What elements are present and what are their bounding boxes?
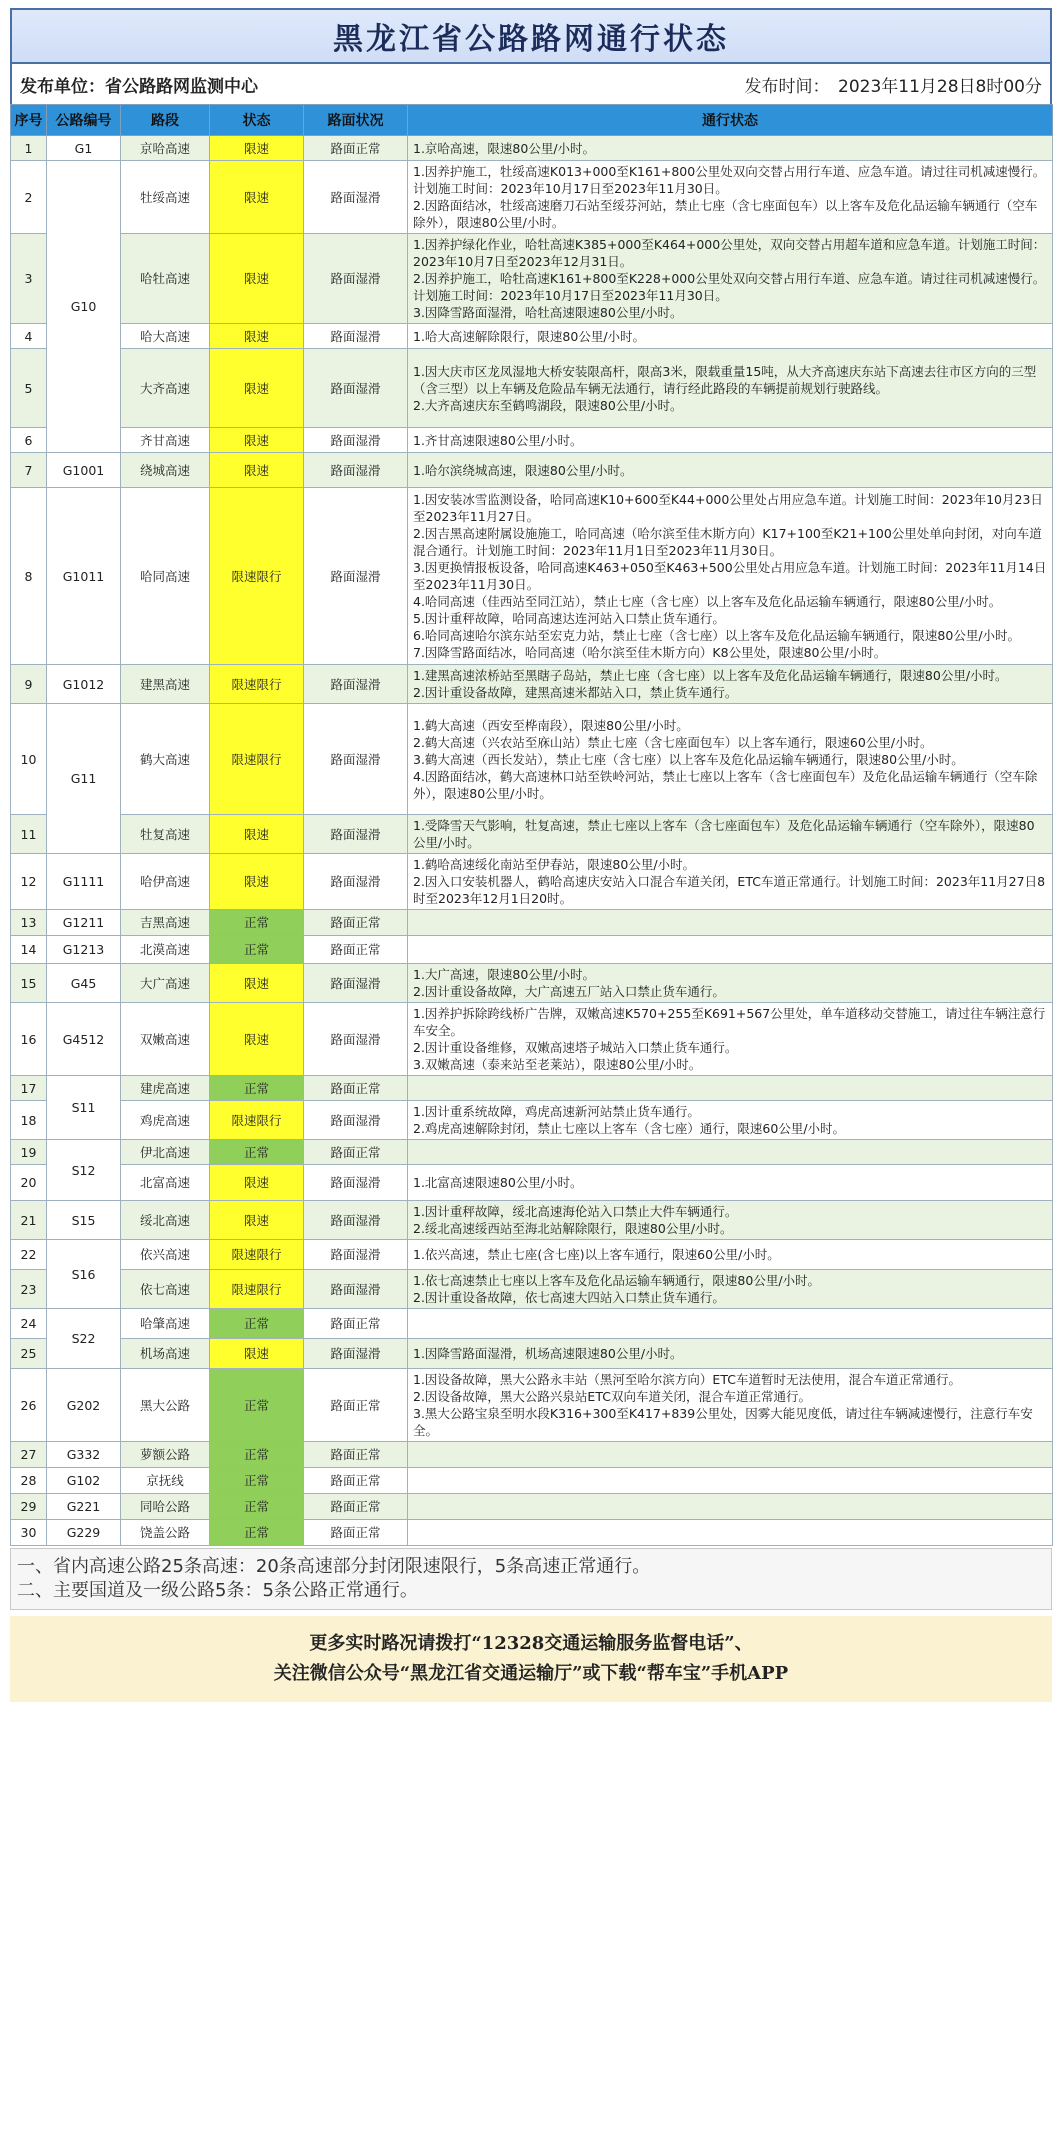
status-badge: 限速 (210, 815, 304, 854)
status-badge: 正常 (210, 1140, 304, 1165)
surface-cell: 路面湿滑 (304, 1003, 408, 1076)
row-number-cell: 13 (11, 910, 47, 936)
status-badge: 限速限行 (210, 665, 304, 704)
table-row (11, 161, 1053, 234)
road-name-cell: 机场高速 (121, 1339, 210, 1369)
road-name-cell: 京抚线 (121, 1468, 210, 1494)
road-name-cell: 依七高速 (121, 1270, 210, 1309)
footer-notice (10, 1616, 1052, 1702)
summary-box (10, 1548, 1052, 1610)
detail-cell: 1.因养护绿化作业，哈牡高速K385+000至K464+000公里处，双向交替占用超车道和应急车道。计划施工时间：2023年10月7日至2023年12月31日。 2.因养护施工，哈牡高速K161+800至K228+000公里处双向交替占用行车道、应急车道。请过往司机减速慢行。计划施工时间：2023年10月17日至2023年11月30日。 3.因降雪路面湿滑，哈牡高速限速80公里/小时。 (408, 234, 1053, 324)
row-number-cell: 15 (11, 964, 47, 1003)
table-row (11, 1003, 1053, 1076)
header-code: 公路编号 (47, 105, 121, 136)
publisher-label: 发布单位：省公路路网监测中心 (20, 76, 258, 97)
page-title: 黑龙江省公路路网通行状态 (10, 8, 1052, 64)
detail-cell (408, 1442, 1053, 1468)
status-badge: 限速限行 (210, 704, 304, 815)
status-badge: 限速 (210, 1165, 304, 1201)
status-badge: 正常 (210, 1369, 304, 1442)
surface-cell: 路面湿滑 (304, 488, 408, 665)
status-badge: 限速 (210, 349, 304, 428)
table-row (11, 1369, 1053, 1442)
surface-cell: 路面正常 (304, 136, 408, 161)
table-row (11, 704, 1053, 815)
status-badge: 限速 (210, 1201, 304, 1240)
row-number-cell: 19 (11, 1140, 47, 1165)
surface-cell: 路面正常 (304, 1140, 408, 1165)
road-code-cell: G102 (47, 1468, 121, 1494)
detail-cell: 1.因安装冰雪监测设备，哈同高速K10+600至K44+000公里处占用应急车道。计划施工时间：2023年10月23日至2023年11月27日。 2.因吉黑高速附属设施施工，哈同高速（哈尔滨至佳木斯方向）K17+100至K21+100公里处单向封闭，对向车道混合通行。计划施工时间：2023年11月1日至2023年11月30日。 3.因更换情报板设备，哈同高速K463+050至K463+500公里处占用应急车道。计划施工时间：2023年11月14日至2023年11月30日。 4.哈同高速（佳西站至同江站），禁止七座（含七座）以上客车及危化品运输车辆通行，限速80公里/小时。 5.因计重秤故障，哈同高速达连河站入口禁止货车通行。 6.哈同高速哈尔滨东站至宏克力站，禁止七座（含七座）以上客车及危化品运输车辆通行，限速80公里/小时。 7.因降雪路面结冰，哈同高速（哈尔滨至佳木斯方向）K8公里处，限速80公里/小时。 (408, 488, 1053, 665)
row-number-cell: 12 (11, 854, 47, 910)
road-name-cell: 哈伊高速 (121, 854, 210, 910)
table-row (11, 854, 1053, 910)
status-badge: 限速 (210, 136, 304, 161)
road-code-cell: G1001 (47, 453, 121, 488)
road-code-cell: G332 (47, 1442, 121, 1468)
road-code-cell: G1211 (47, 910, 121, 936)
row-number-cell: 5 (11, 349, 47, 428)
status-badge: 正常 (210, 910, 304, 936)
road-name-cell: 建黑高速 (121, 665, 210, 704)
status-badge: 正常 (210, 936, 304, 964)
table-row (11, 1520, 1053, 1546)
detail-cell: 1.因养护施工，牡绥高速K013+000至K161+800公里处双向交替占用行车道、应急车道。请过往司机减速慢行。计划施工时间：2023年10月17日至2023年11月30日。 2.因路面结冰，牡绥高速磨刀石站至绥芬河站，禁止七座（含七座面包车）以上客车及危化品运输车辆通行（空车除外），限速80公里/小时。 (408, 161, 1053, 234)
surface-cell: 路面湿滑 (304, 349, 408, 428)
status-badge: 正常 (210, 1442, 304, 1468)
row-number-cell: 2 (11, 161, 47, 234)
surface-cell: 路面湿滑 (304, 1201, 408, 1240)
table-row (11, 815, 1053, 854)
road-code-cell: G1 (47, 136, 121, 161)
surface-cell: 路面湿滑 (304, 704, 408, 815)
row-number-cell: 9 (11, 665, 47, 704)
table-row (11, 428, 1053, 453)
row-number-cell: 14 (11, 936, 47, 964)
status-badge: 限速 (210, 964, 304, 1003)
detail-cell: 1.建黑高速浓桥站至黑瞎子岛站，禁止七座（含七座）以上客车及危化品运输车辆通行，限速80公里/小时。 2.因计重设备故障，建黑高速米都站入口，禁止货车通行。 (408, 665, 1053, 704)
detail-cell (408, 1468, 1053, 1494)
row-number-cell: 18 (11, 1101, 47, 1140)
header-status: 状态 (210, 105, 304, 136)
header-detail: 通行状态 (408, 105, 1053, 136)
road-code-cell: S15 (47, 1201, 121, 1240)
road-name-cell: 哈大高速 (121, 324, 210, 349)
row-number-cell: 27 (11, 1442, 47, 1468)
row-number-cell: 20 (11, 1165, 47, 1201)
road-code-cell: G1011 (47, 488, 121, 665)
table-row (11, 1442, 1053, 1468)
status-badge: 限速 (210, 1003, 304, 1076)
detail-cell (408, 1520, 1053, 1546)
detail-cell: 1.因降雪路面湿滑，机场高速限速80公里/小时。 (408, 1339, 1053, 1369)
table-row (11, 1339, 1053, 1369)
road-code-cell: S16 (47, 1240, 121, 1309)
row-number-cell: 26 (11, 1369, 47, 1442)
detail-cell: 1.哈尔滨绕城高速，限速80公里/小时。 (408, 453, 1053, 488)
table-row (11, 488, 1053, 665)
surface-cell: 路面湿滑 (304, 1339, 408, 1369)
road-name-cell: 伊北高速 (121, 1140, 210, 1165)
status-badge: 限速限行 (210, 1101, 304, 1140)
road-code-cell: S11 (47, 1076, 121, 1140)
row-number-cell: 1 (11, 136, 47, 161)
surface-cell: 路面湿滑 (304, 964, 408, 1003)
surface-cell: 路面正常 (304, 1369, 408, 1442)
road-name-cell: 鹤大高速 (121, 704, 210, 815)
status-badge: 限速限行 (210, 488, 304, 665)
surface-cell: 路面湿滑 (304, 1165, 408, 1201)
detail-cell: 1.因养护拆除跨线桥广告牌，双嫩高速K570+255至K691+567公里处，单车道移动交替施工，请过往车辆注意行车安全。 2.因计重设备维修，双嫩高速塔子城站入口禁止货车通行。 3.双嫩高速（泰来站至老莱站），限速80公里/小时。 (408, 1003, 1053, 1076)
row-number-cell: 17 (11, 1076, 47, 1101)
table-row (11, 1101, 1053, 1140)
road-code-cell: G10 (47, 161, 121, 453)
road-name-cell: 牡绥高速 (121, 161, 210, 234)
road-code-cell: G45 (47, 964, 121, 1003)
surface-cell: 路面湿滑 (304, 854, 408, 910)
header-surface: 路面状况 (304, 105, 408, 136)
table-row (11, 1165, 1053, 1201)
surface-cell: 路面正常 (304, 936, 408, 964)
surface-cell: 路面正常 (304, 1494, 408, 1520)
road-code-cell: G1213 (47, 936, 121, 964)
row-number-cell: 22 (11, 1240, 47, 1270)
surface-cell: 路面湿滑 (304, 1240, 408, 1270)
road-name-cell: 建虎高速 (121, 1076, 210, 1101)
table-row (11, 1494, 1053, 1520)
publish-time-label: 发布时间： 2023年11月28日8时00分 (744, 76, 1042, 97)
status-badge: 限速 (210, 234, 304, 324)
row-number-cell: 23 (11, 1270, 47, 1309)
row-number-cell: 24 (11, 1309, 47, 1339)
road-name-cell: 北富高速 (121, 1165, 210, 1201)
road-name-cell: 双嫩高速 (121, 1003, 210, 1076)
table-row (11, 910, 1053, 936)
summary-line: 二、主要国道及一级公路5条：5条公路正常通行。 (17, 1580, 418, 1601)
table-header-row (11, 105, 1053, 136)
table-row (11, 936, 1053, 964)
row-number-cell: 30 (11, 1520, 47, 1546)
table-body (11, 136, 1053, 1546)
detail-cell: 1.因计重秤故障，绥北高速海伦站入口禁止大件车辆通行。 2.绥北高速绥西站至海北站解除限行，限速80公里/小时。 (408, 1201, 1053, 1240)
detail-cell: 1.因设备故障，黑大公路永丰站（黑河至哈尔滨方向）ETC车道暂时无法使用，混合车道正常通行。 2.因设备故障，黑大公路兴泉站ETC双向车道关闭，混合车道正常通行。 3.黑大公路宝泉至明水段K316+300至K417+839公里处，因雾大能见度低，请过往车辆减速慢行，注意行车安全。 (408, 1369, 1053, 1442)
road-name-cell: 依兴高速 (121, 1240, 210, 1270)
detail-cell: 1.鹤哈高速绥化南站至伊春站，限速80公里/小时。 2.因入口安装机器人，鹤哈高速庆安站入口混合车道关闭，ETC车道正常通行。计划施工时间：2023年11月27日8时至2023年12月1日20时。 (408, 854, 1053, 910)
table-row (11, 1309, 1053, 1339)
detail-cell: 1.哈大高速解除限行，限速80公里/小时。 (408, 324, 1053, 349)
row-number-cell: 4 (11, 324, 47, 349)
row-number-cell: 8 (11, 488, 47, 665)
road-code-cell: G11 (47, 704, 121, 854)
table-row (11, 1468, 1053, 1494)
road-code-cell: S12 (47, 1140, 121, 1201)
detail-cell (408, 936, 1053, 964)
road-code-cell: G229 (47, 1520, 121, 1546)
status-badge: 限速 (210, 453, 304, 488)
status-badge: 正常 (210, 1494, 304, 1520)
road-name-cell: 绥北高速 (121, 1201, 210, 1240)
traffic-status-table (10, 104, 1053, 1546)
row-number-cell: 28 (11, 1468, 47, 1494)
detail-cell: 1.鹤大高速（西安至桦南段），限速80公里/小时。 2.鹤大高速（兴农站至庥山站）禁止七座（含七座面包车）以上客车通行，限速60公里/小时。 3.鹤大高速（西长发站），禁止七座（含七座）以上客车及危化品运输车辆通行，限速80公里/小时。 4.因路面结冰，鹤大高速林口站至铁岭河站，禁止七座以上客车（含七座面包车）及危化品运输车辆通行（空车除外），限速80公里/小时。 (408, 704, 1053, 815)
status-badge: 正常 (210, 1520, 304, 1546)
road-name-cell: 鸡虎高速 (121, 1101, 210, 1140)
surface-cell: 路面湿滑 (304, 324, 408, 349)
header-road: 路段 (121, 105, 210, 136)
row-number-cell: 3 (11, 234, 47, 324)
surface-cell: 路面湿滑 (304, 1270, 408, 1309)
detail-cell: 1.大广高速，限速80公里/小时。 2.因计重设备故障，大广高速五厂站入口禁止货车通行。 (408, 964, 1053, 1003)
surface-cell: 路面正常 (304, 1468, 408, 1494)
surface-cell: 路面正常 (304, 1309, 408, 1339)
row-number-cell: 29 (11, 1494, 47, 1520)
road-name-cell: 北漠高速 (121, 936, 210, 964)
road-name-cell: 大齐高速 (121, 349, 210, 428)
status-badge: 限速 (210, 854, 304, 910)
status-badge: 限速 (210, 428, 304, 453)
publish-info-row (10, 64, 1052, 104)
road-name-cell: 齐甘高速 (121, 428, 210, 453)
row-number-cell: 10 (11, 704, 47, 815)
detail-cell (408, 1076, 1053, 1101)
detail-cell (408, 910, 1053, 936)
surface-cell: 路面湿滑 (304, 453, 408, 488)
surface-cell: 路面正常 (304, 1442, 408, 1468)
road-code-cell: G4512 (47, 1003, 121, 1076)
detail-cell (408, 1309, 1053, 1339)
row-number-cell: 16 (11, 1003, 47, 1076)
status-badge: 正常 (210, 1309, 304, 1339)
detail-cell: 1.齐甘高速限速80公里/小时。 (408, 428, 1053, 453)
row-number-cell: 21 (11, 1201, 47, 1240)
table-row (11, 1076, 1053, 1101)
status-badge: 限速 (210, 1339, 304, 1369)
status-badge: 正常 (210, 1076, 304, 1101)
table-row (11, 234, 1053, 324)
road-name-cell: 吉黑高速 (121, 910, 210, 936)
road-name-cell: 同哈公路 (121, 1494, 210, 1520)
table-row (11, 453, 1053, 488)
road-name-cell: 饶盖公路 (121, 1520, 210, 1546)
road-name-cell: 绕城高速 (121, 453, 210, 488)
detail-cell: 1.因计重系统故障，鸡虎高速新河站禁止货车通行。 2.鸡虎高速解除封闭，禁止七座以上客车（含七座）通行，限速60公里/小时。 (408, 1101, 1053, 1140)
table-row (11, 1140, 1053, 1165)
table-row (11, 136, 1053, 161)
road-name-cell: 哈牡高速 (121, 234, 210, 324)
table-row (11, 964, 1053, 1003)
surface-cell: 路面湿滑 (304, 665, 408, 704)
road-name-cell: 哈肇高速 (121, 1309, 210, 1339)
table-row (11, 324, 1053, 349)
table-row (11, 1240, 1053, 1270)
road-code-cell: G1111 (47, 854, 121, 910)
road-name-cell: 萝额公路 (121, 1442, 210, 1468)
row-number-cell: 11 (11, 815, 47, 854)
detail-cell: 1.依兴高速，禁止七座(含七座)以上客车通行，限速60公里/小时。 (408, 1240, 1053, 1270)
surface-cell: 路面湿滑 (304, 815, 408, 854)
detail-cell: 1.京哈高速，限速80公里/小时。 (408, 136, 1053, 161)
detail-cell: 1.因大庆市区龙凤湿地大桥安装限高杆，限高3米，限载重量15吨，从大齐高速庆东站下高速去往市区方向的三型（含三型）以上车辆及危险品车辆无法通行，请行经此路段的车辆提前规划行驶路线。 2.大齐高速庆东至鹤鸣湖段，限速80公里/小时。 (408, 349, 1053, 428)
detail-cell (408, 1140, 1053, 1165)
status-badge: 正常 (210, 1468, 304, 1494)
detail-cell: 1.北富高速限速80公里/小时。 (408, 1165, 1053, 1201)
status-badge: 限速限行 (210, 1270, 304, 1309)
road-name-cell: 牡复高速 (121, 815, 210, 854)
status-badge: 限速 (210, 324, 304, 349)
road-name-cell: 哈同高速 (121, 488, 210, 665)
header-no: 序号 (11, 105, 47, 136)
detail-cell (408, 1494, 1053, 1520)
surface-cell: 路面湿滑 (304, 161, 408, 234)
detail-cell: 1.受降雪天气影响，牡复高速，禁止七座以上客车（含七座面包车）及危化品运输车辆通行（空车除外），限速80公里/小时。 (408, 815, 1053, 854)
detail-cell: 1.依七高速禁止七座以上客车及危化品运输车辆通行，限速80公里/小时。 2.因计重设备故障，依七高速大四站入口禁止货车通行。 (408, 1270, 1053, 1309)
row-number-cell: 25 (11, 1339, 47, 1369)
road-name-cell: 京哈高速 (121, 136, 210, 161)
road-code-cell: G221 (47, 1494, 121, 1520)
footer-line: 关注微信公众号“黑龙江省交通运输厅”或下载“帮车宝”手机APP (273, 1663, 789, 1684)
status-badge: 限速 (210, 161, 304, 234)
surface-cell: 路面湿滑 (304, 428, 408, 453)
road-name-cell: 黑大公路 (121, 1369, 210, 1442)
row-number-cell: 6 (11, 428, 47, 453)
row-number-cell: 7 (11, 453, 47, 488)
road-code-cell: G1012 (47, 665, 121, 704)
road-name-cell: 大广高速 (121, 964, 210, 1003)
status-badge: 限速限行 (210, 1240, 304, 1270)
surface-cell: 路面湿滑 (304, 234, 408, 324)
summary-line: 一、省内高速公路25条高速：20条高速部分封闭限速限行，5条高速正常通行。 (17, 1556, 651, 1577)
table-row (11, 349, 1053, 428)
surface-cell: 路面正常 (304, 1520, 408, 1546)
table-row (11, 1201, 1053, 1240)
surface-cell: 路面湿滑 (304, 1101, 408, 1140)
footer-line: 更多实时路况请拨打“12328交通运输服务监督电话”、 (309, 1633, 753, 1654)
road-code-cell: G202 (47, 1369, 121, 1442)
table-row (11, 1270, 1053, 1309)
surface-cell: 路面正常 (304, 910, 408, 936)
road-code-cell: S22 (47, 1309, 121, 1369)
table-row (11, 665, 1053, 704)
surface-cell: 路面正常 (304, 1076, 408, 1101)
